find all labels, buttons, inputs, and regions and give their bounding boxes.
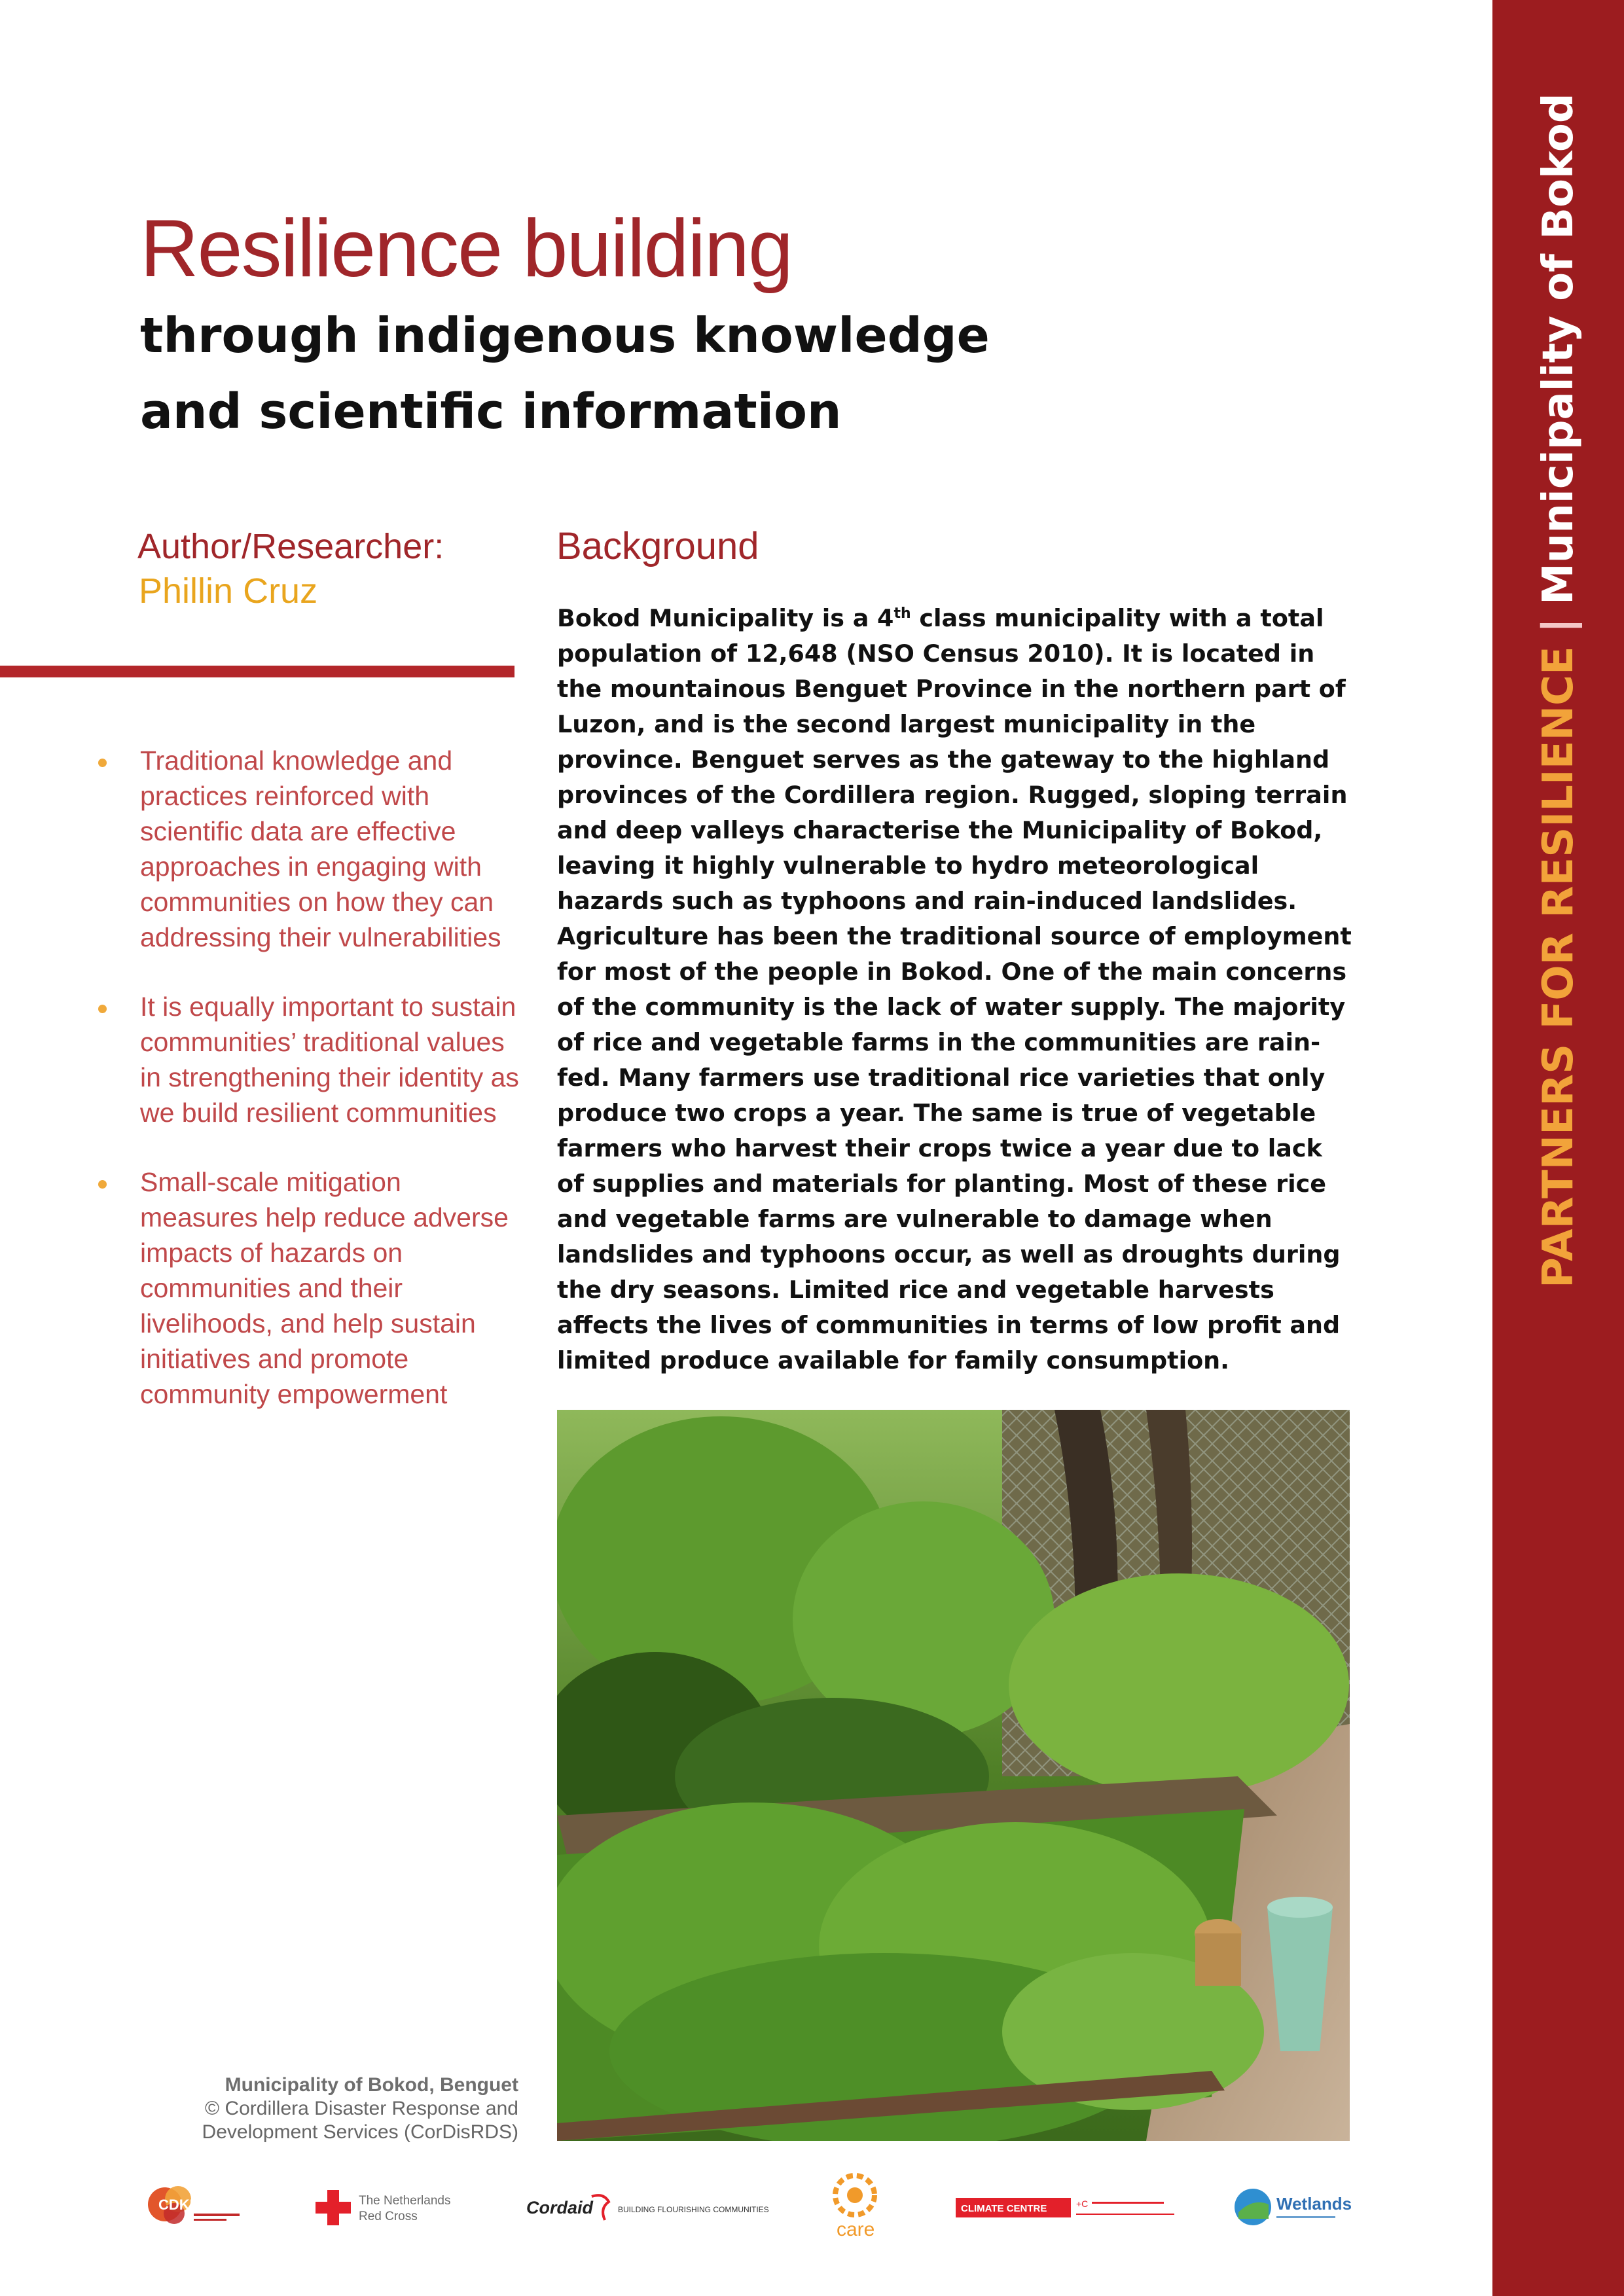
caption-credit-line-2: Development Services (CorDisRDS) (202, 2121, 518, 2143)
care-logo-text: care (837, 2219, 875, 2240)
partner-logos (144, 2173, 1355, 2245)
cordaid-logo (526, 2189, 768, 2231)
bullet-dot-icon (98, 1005, 107, 1013)
author-label: Author/Researcher: (137, 527, 444, 566)
background-body (557, 601, 1352, 1378)
highlight-text: It is equally important to sustain communities’ traditional values in strengthening their identity as we build resilient communities (140, 992, 519, 1128)
cdkn-logo-text: CDKN (158, 2197, 200, 2213)
care-hands-icon (829, 2173, 888, 2245)
sidebar-separator: | (1534, 617, 1583, 634)
partners-for-resilience-label: PARTNERS FOR RESILIENCE (1534, 646, 1583, 1288)
page-subtitle (140, 298, 990, 450)
subtitle-line-1: through indigenous knowledge (140, 308, 990, 364)
cordaid-logo-text: Cordaid (526, 2198, 594, 2217)
nlrc-logo (316, 2186, 460, 2235)
municipality-label: Municipality of Bokod (1534, 93, 1583, 605)
page-title: Resilience building (140, 204, 792, 294)
svg-text:+C: +C (1076, 2198, 1089, 2209)
bullet-dot-icon (98, 1180, 107, 1189)
highlight-item (92, 1164, 524, 1412)
highlight-text: Traditional knowledge and practices reinforced with scientific data are effective approaches in engaging with communities on how they can addressing their vulnerabilities (140, 745, 501, 952)
highlight-item (92, 743, 524, 955)
author-name: Phillin Cruz (139, 571, 318, 611)
bullet-dot-icon (98, 759, 107, 767)
climate-centre-logo-text: CLIMATE CENTRE (961, 2203, 1047, 2214)
seedling-nursery-photo (557, 1410, 1350, 2141)
red-cross-icon (316, 2186, 460, 2232)
divider (0, 666, 514, 677)
wetlands-logo-text: Wetlands (1276, 2194, 1352, 2214)
caption-title: Municipality of Bokod, Benguet (225, 2074, 518, 2096)
wetlands-logo (1233, 2186, 1358, 2235)
background-text-rest: class municipality with a total population of 12,648 (NSO Census 2010). It is located in the mountainous Benguet Province in the northern part of Luzon, and is the second largest municipality in the province. Benguet serves as the gateway to the highland provinces of the Cordillera region. Rugged, sloping terrain and deep valleys characterise the Municipality of Bokod, leaving it highly vulnerable to hydro meteorological hazards such as typhoons and rain-induced landslides. Agriculture has been the traditional source of employment for most of the people in Bokod. One of the main concerns of the community is the lack of water supply. The majority of rice and vegetable farms in the communities are rain-fed. Many farmers use traditional rice varieties that only produce two crops a year. The same is true of vegetable farmers who harvest their crops twice a year due to lack of supplies and materials for planting. Most of these rice and vegetable farms are vulnerable to damage when landslides and typhoons occur, as well as droughts during the dry seasons. Limited rice and vegetable harvests affects the lives of communities in terms of low profit and limited produce available for family consumption. (557, 604, 1352, 1374)
nursery-photo-illustration (557, 1410, 1350, 2141)
nlrc-logo-line-1: The Netherlands (359, 2194, 451, 2208)
background-text-start: Bokod Municipality is a 4 (557, 604, 894, 632)
wetlands-icon (1233, 2186, 1358, 2232)
highlight-text: Small-scale mitigation measures help reduce adverse impacts of hazards on communities and their livelihoods, and help sustain initiatives and promote community empowerment (140, 1167, 509, 1409)
sidebar-label (1516, 93, 1601, 1288)
nlrc-logo-line-2: Red Cross (359, 2210, 418, 2223)
cdkn-logo (147, 2179, 245, 2235)
photo-caption (131, 2073, 518, 2144)
cordaid-icon (526, 2189, 768, 2228)
climate-centre-icon (956, 2195, 1191, 2228)
highlight-item (92, 989, 524, 1130)
cdkn-icon (147, 2179, 245, 2232)
highlights-list (92, 743, 524, 1446)
cordaid-tagline: BUILDING FLOURISHING COMMUNITIES (618, 2205, 768, 2214)
climate-centre-logo (956, 2195, 1191, 2231)
ordinal-suffix: th (893, 605, 911, 622)
background-heading: Background (556, 525, 759, 567)
subtitle-line-2: and scientific information (140, 384, 842, 440)
caption-credit-line-1: © Cordillera Disaster Response and (205, 2098, 518, 2119)
care-logo (829, 2173, 888, 2248)
